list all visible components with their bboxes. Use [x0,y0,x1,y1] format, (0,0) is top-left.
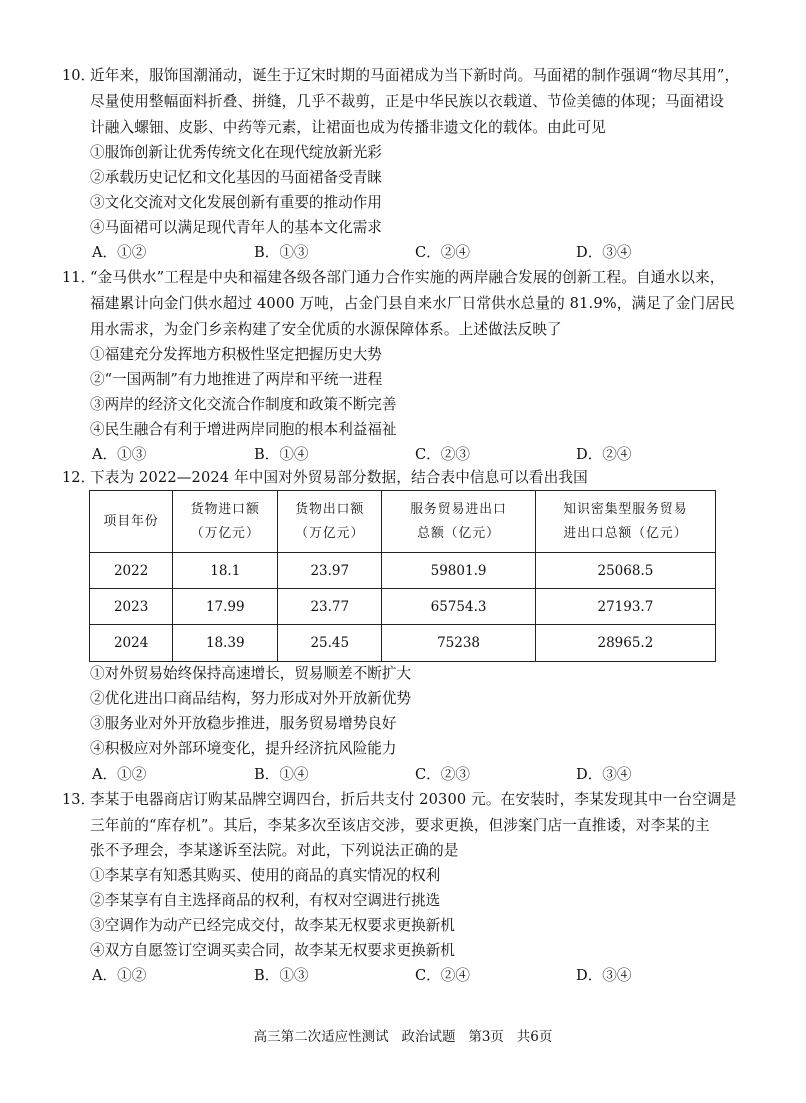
table-cell-year: 2022 [90,553,173,589]
option-d: D．②④ [576,446,632,463]
question-number: 11． [62,269,96,286]
statement: ①李某享有知悉其购买、使用的商品的真实情况的权利 [90,867,441,884]
header-text: 项目年份 [103,513,159,529]
page-footer: 高三第二次适应性测试 政治试题 第3页 共6页 [253,1029,553,1045]
statement: ③文化交流对文化发展创新有重要的推动作用 [90,194,382,211]
header-text: 货物进口额 [190,501,260,517]
table-cell: 18.1 [173,553,278,589]
header-unit: 进出口总额（亿元） [563,525,688,541]
header-text: 知识密集型服务贸易 [563,501,688,517]
table-cell: 25068.5 [535,553,715,589]
question-number: 12． [62,469,96,486]
statement: ④双方自愿签订空调买卖合同，故李某无权要求更换新机 [90,942,455,959]
table-header-cell [173,491,278,553]
statement: ③两岸的经济文化交流合作制度和政策不断完善 [90,396,397,413]
header-unit: （万亿元） [295,525,365,541]
question-stem-line: 用水需求，为金门乡亲构建了安全优质的水源保障体系。上述做法反映了 [90,321,562,338]
option-c: C．②③ [415,446,470,463]
statement: ②优化进出口商品结构，努力形成对外开放新优势 [90,690,412,707]
option-c: C．②④ [415,244,470,261]
table-cell-year: 2023 [90,589,173,625]
header-text: 服务贸易进出口 [410,501,507,517]
table-row [90,625,716,662]
option-b: B．①③ [254,244,309,261]
table-cell: 27193.7 [535,589,715,625]
option-a: A．①② [92,766,147,783]
statement: ④民生融合有利于增进两岸同胞的根本利益福祉 [90,421,397,438]
option-a: A．①② [92,967,147,984]
table-cell-year: 2024 [90,625,173,662]
question-stem-line: 张不予理会，李某遂诉至法院。对此，下列说法正确的是 [90,842,459,859]
table-row [90,553,716,589]
question-stem-line: 计融入螺钿、皮影、中药等元素，让裙面也成为传播非遗文化的载体。由此可见 [90,119,607,136]
table-cell: 59801.9 [382,553,536,589]
question-stem-line: 福建累计向金门供水超过 4000 万吨，占金门县自来水厂日常供水总量的 81.9%，满足了金门居民 [90,295,735,312]
question-stem-line: 三年前的“库存机”。其后，李某多次至该店交涉，要求更换，但涉案门店一直推诿，对李某的主 [90,817,710,834]
option-d: D．③④ [576,244,632,261]
header-unit: 总额（亿元） [417,525,500,541]
statement: ③服务业对外开放稳步推进，服务贸易增势良好 [90,715,397,732]
option-d: D．③④ [576,766,632,783]
question-stem-line: 近年来，服饰国潮涌动，诞生于辽宋时期的马面裙成为当下新时尚。马面裙的制作强调“物尽其用”， [90,67,740,84]
option-a: A．①② [92,244,147,261]
question-stem-line: 下表为 2022—2024 年中国对外贸易部分数据，结合表中信息可以看出我国 [90,469,588,486]
option-c: C．②③ [415,766,470,783]
table-header-cell [90,491,173,553]
question-stem-line: “金马供水”工程是中央和福建各级各部门通力合作实施的两岸融合发展的创新工程。自通水以来， [90,269,725,286]
table-cell: 23.77 [278,589,382,625]
table-cell: 65754.3 [382,589,536,625]
trade-data-table [89,490,716,662]
statement: ①对外贸易始终保持高速增长，贸易顺差不断扩大 [90,665,412,682]
table-header-cell [278,491,382,553]
option-b: B．①④ [254,766,309,783]
option-a: A．①③ [92,446,147,463]
table-row [90,589,716,625]
option-d: D．③④ [576,967,632,984]
header-unit: （万亿元） [190,525,260,541]
table-cell: 17.99 [173,589,278,625]
table-header-cell [535,491,715,553]
question-number: 10． [62,67,96,84]
header-text: 货物出口额 [295,501,365,517]
table-cell: 28965.2 [535,625,715,662]
statement: ②承载历史记忆和文化基因的马面裙备受青睐 [90,169,382,186]
table-cell: 23.97 [278,553,382,589]
question-stem-line: 尽量使用整幅面料折叠、拼缝，几乎不裁剪，正是中华民族以衣载道、节俭美德的体现；马面裙设 [90,93,724,110]
statement: ②“一国两制”有力地推进了两岸和平统一进程 [90,371,383,388]
statement: ④积极应对外部环境变化，提升经济抗风险能力 [90,740,397,757]
table-cell: 25.45 [278,625,382,662]
statement: ②李某享有自主选择商品的权利，有权对空调进行挑选 [90,892,441,909]
table-cell: 18.39 [173,625,278,662]
question-number: 13． [62,791,96,808]
statement: ①服饰创新让优秀传统文化在现代绽放新光彩 [90,144,382,161]
option-b: B．①④ [254,446,309,463]
table-header-row [90,491,716,553]
table-cell: 75238 [382,625,536,662]
option-b: B．①③ [254,967,309,984]
statement: ③空调作为动产已经完成交付，故李某无权要求更换新机 [90,917,455,934]
statement: ①福建充分发挥地方积极性坚定把握历史大势 [90,346,382,363]
statement: ④马面裙可以满足现代青年人的基本文化需求 [90,219,382,236]
option-c: C．②④ [415,967,470,984]
table-header-cell [382,491,536,553]
question-stem-line: 李某于电器商店订购某品牌空调四台，折后共支付 20300 元。在安装时，李某发现其中一台空调是 [90,791,737,808]
